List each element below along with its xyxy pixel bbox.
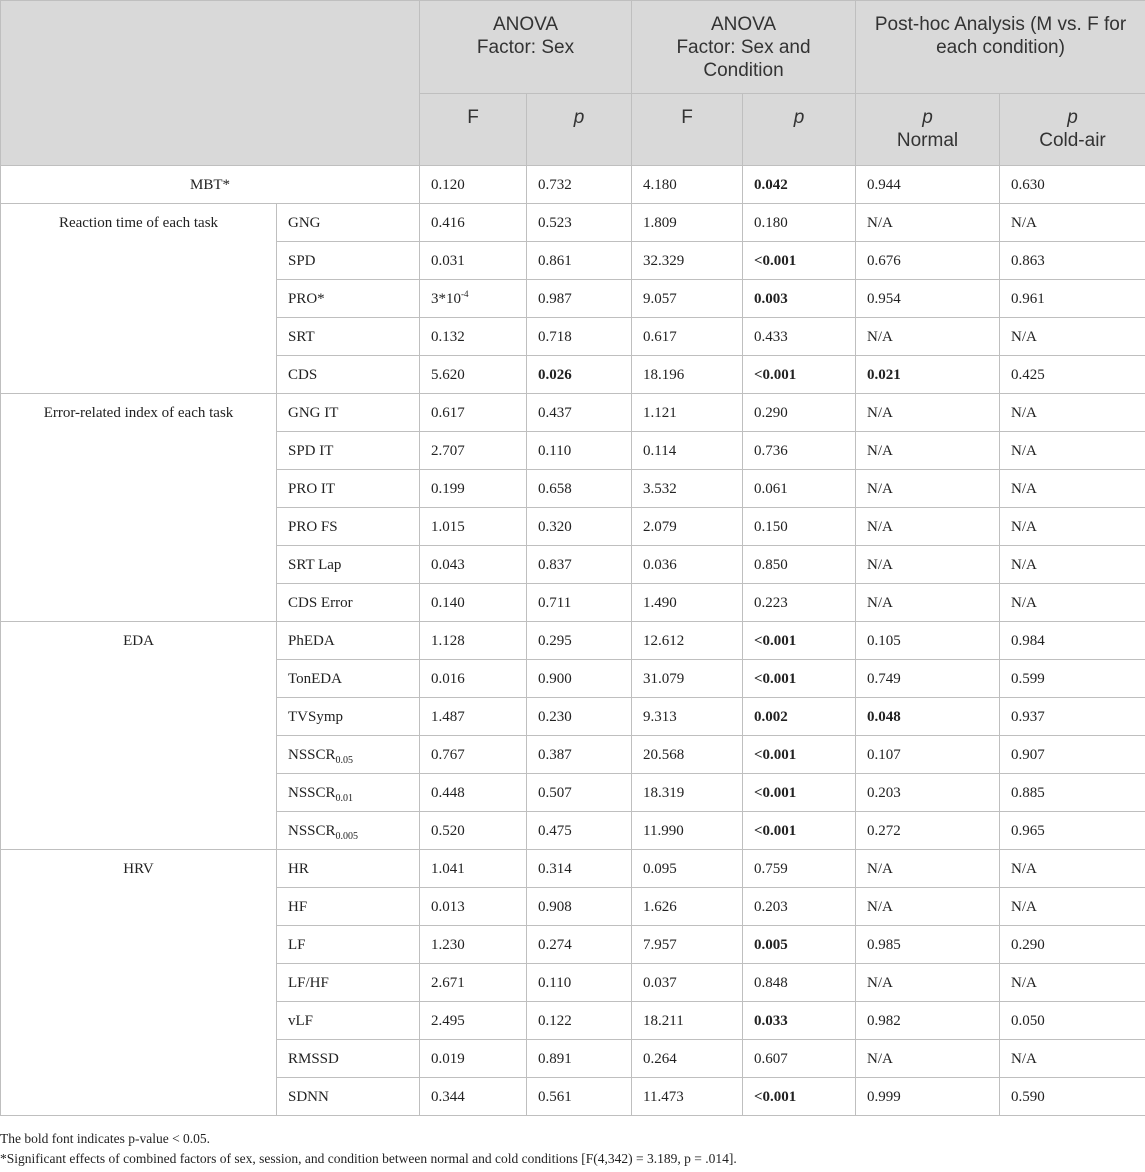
row-label: SPD IT	[277, 432, 420, 470]
cell-p-normal: 0.021	[856, 356, 1000, 394]
cell-p-sex-condition: <0.001	[743, 774, 856, 812]
cell-p-sex-condition: 0.005	[743, 926, 856, 964]
cell-f-sex-condition: 18.196	[632, 356, 743, 394]
cell-p-normal: 0.985	[856, 926, 1000, 964]
row-label: PhEDA	[277, 622, 420, 660]
cell-f-sex-condition: 0.114	[632, 432, 743, 470]
cell-f-sex-condition: 12.612	[632, 622, 743, 660]
row-label: SPD	[277, 242, 420, 280]
cell-p-sex: 0.387	[527, 736, 632, 774]
cell-f-sex: 0.344	[420, 1078, 527, 1116]
cell-p-normal: 0.676	[856, 242, 1000, 280]
cell-f-sex-condition: 7.957	[632, 926, 743, 964]
cell-p-sex-condition: 0.203	[743, 888, 856, 926]
group-label: EDA	[1, 622, 277, 850]
cell-p-normal: 0.999	[856, 1078, 1000, 1116]
cell-f-sex-condition: 32.329	[632, 242, 743, 280]
cell-p-sex-condition: 0.002	[743, 698, 856, 736]
cell-p-normal: N/A	[856, 964, 1000, 1002]
cell-p-sex-condition: 0.848	[743, 964, 856, 1002]
cell-p-sex-condition: 0.290	[743, 394, 856, 432]
cell-p-sex-condition: 0.150	[743, 508, 856, 546]
cell-p-sex: 0.110	[527, 432, 632, 470]
cell-f-sex-condition: 1.626	[632, 888, 743, 926]
cell-f-sex-condition: 20.568	[632, 736, 743, 774]
cell-p-sex: 0.475	[527, 812, 632, 850]
cell-p-sex: 0.523	[527, 204, 632, 242]
cell-p-sex: 0.861	[527, 242, 632, 280]
cell-f-sex: 2.671	[420, 964, 527, 1002]
row-label: $NSSCR_{0.05}$	[277, 736, 420, 774]
cell-p-cold-air: 0.630	[1000, 166, 1145, 204]
cell-p-cold-air: N/A	[1000, 432, 1145, 470]
cell-f-sex: 0.767	[420, 736, 527, 774]
header-anova-sex: ANOVA Factor: Sex	[420, 1, 632, 94]
cell-p-normal: 0.272	[856, 812, 1000, 850]
cell-p-sex-condition: 0.433	[743, 318, 856, 356]
cell-f-sex: 0.016	[420, 660, 527, 698]
cell-p-sex-condition: 0.061	[743, 470, 856, 508]
cell-p-cold-air: N/A	[1000, 204, 1145, 242]
cell-p-cold-air: N/A	[1000, 888, 1145, 926]
cell-p-sex-condition: 0.003	[743, 280, 856, 318]
table-row	[1, 622, 1145, 660]
subheader-p-sex-condition: p	[743, 94, 856, 166]
cell-p-normal: 0.749	[856, 660, 1000, 698]
cell-p-cold-air: 0.863	[1000, 242, 1145, 280]
subheader-f-sex: F	[420, 94, 527, 166]
cell-f-sex: 1.041	[420, 850, 527, 888]
cell-p-cold-air: N/A	[1000, 470, 1145, 508]
table-body	[1, 166, 1145, 1116]
row-label: LF/HF	[277, 964, 420, 1002]
cell-f-sex-condition: 11.473	[632, 1078, 743, 1116]
cell-p-sex-condition: 0.850	[743, 546, 856, 584]
cell-f-sex: 0.199	[420, 470, 527, 508]
cell-p-sex: 0.320	[527, 508, 632, 546]
cell-f-sex: 0.019	[420, 1040, 527, 1078]
cell-p-cold-air: N/A	[1000, 850, 1145, 888]
subheader-p-cold-air: p Cold-air	[1000, 94, 1145, 166]
cell-p-sex: 0.900	[527, 660, 632, 698]
cell-p-sex: 0.732	[527, 166, 632, 204]
row-label: HF	[277, 888, 420, 926]
cell-p-sex: 0.507	[527, 774, 632, 812]
cell-p-normal: N/A	[856, 546, 1000, 584]
cell-f-sex: 1.128	[420, 622, 527, 660]
row-label: HR	[277, 850, 420, 888]
cell-p-sex: 0.561	[527, 1078, 632, 1116]
cell-f-sex: 2.707	[420, 432, 527, 470]
subheader-f-sex-condition: F	[632, 94, 743, 166]
row-label: CDS	[277, 356, 420, 394]
cell-p-sex: 0.711	[527, 584, 632, 622]
cell-f-sex: 0.031	[420, 242, 527, 280]
cell-p-sex-condition: <0.001	[743, 1078, 856, 1116]
cell-p-sex: 0.987	[527, 280, 632, 318]
cell-p-normal: N/A	[856, 1040, 1000, 1078]
cell-p-cold-air: N/A	[1000, 508, 1145, 546]
cell-p-normal: 0.982	[856, 1002, 1000, 1040]
cell-f-sex-condition: 11.990	[632, 812, 743, 850]
cell-p-sex-condition: 0.180	[743, 204, 856, 242]
cell-p-sex-condition: <0.001	[743, 242, 856, 280]
group-label: HRV	[1, 850, 277, 1116]
header-blank	[1, 1, 420, 166]
cell-p-normal: N/A	[856, 850, 1000, 888]
cell-p-sex: 0.908	[527, 888, 632, 926]
cell-f-sex: 0.120	[420, 166, 527, 204]
footnote-significance: *Significant effects of combined factors of sex, session, and condition between normal and cold conditions [F(4,342) = 3.189, p = .014].	[0, 1151, 737, 1166]
cell-f-sex: 2.495	[420, 1002, 527, 1040]
cell-p-sex: 0.837	[527, 546, 632, 584]
cell-p-sex: 0.026	[527, 356, 632, 394]
row-label: PRO*	[277, 280, 420, 318]
cell-f-sex-condition: 18.319	[632, 774, 743, 812]
cell-p-normal: N/A	[856, 470, 1000, 508]
group-label: Error-related index of each task	[1, 394, 277, 622]
cell-p-cold-air: 0.937	[1000, 698, 1145, 736]
cell-f-sex-condition: 0.095	[632, 850, 743, 888]
cell-f-sex: 5.620	[420, 356, 527, 394]
cell-f-sex: $3*10^{-4}$	[420, 280, 527, 318]
cell-p-sex-condition: 0.033	[743, 1002, 856, 1040]
row-label: SRT Lap	[277, 546, 420, 584]
cell-f-sex-condition: 18.211	[632, 1002, 743, 1040]
cell-p-sex: 0.437	[527, 394, 632, 432]
cell-p-sex: 0.230	[527, 698, 632, 736]
cell-p-cold-air: N/A	[1000, 584, 1145, 622]
cell-f-sex-condition: 9.313	[632, 698, 743, 736]
row-label: SRT	[277, 318, 420, 356]
row-label: GNG IT	[277, 394, 420, 432]
cell-p-sex: 0.891	[527, 1040, 632, 1078]
cell-p-sex: 0.110	[527, 964, 632, 1002]
table-footnotes	[0, 1129, 737, 1169]
cell-p-cold-air: N/A	[1000, 964, 1145, 1002]
cell-p-normal: N/A	[856, 584, 1000, 622]
cell-p-sex-condition: 0.759	[743, 850, 856, 888]
group-label: Reaction time of each task	[1, 204, 277, 394]
footnote-bold: The bold font indicates p-value < 0.05.	[0, 1131, 211, 1146]
cell-f-sex: 0.416	[420, 204, 527, 242]
table-row	[1, 394, 1145, 432]
cell-f-sex-condition: 4.180	[632, 166, 743, 204]
cell-f-sex-condition: 0.264	[632, 1040, 743, 1078]
cell-p-cold-air: 0.599	[1000, 660, 1145, 698]
cell-p-normal: 0.203	[856, 774, 1000, 812]
cell-f-sex: 1.015	[420, 508, 527, 546]
cell-p-cold-air: 0.425	[1000, 356, 1145, 394]
cell-p-cold-air: 0.907	[1000, 736, 1145, 774]
cell-p-normal: 0.954	[856, 280, 1000, 318]
cell-f-sex-condition: 1.490	[632, 584, 743, 622]
cell-p-cold-air: 0.050	[1000, 1002, 1145, 1040]
row-label: PRO IT	[277, 470, 420, 508]
cell-f-sex-condition: 1.809	[632, 204, 743, 242]
cell-f-sex: 1.230	[420, 926, 527, 964]
cell-p-cold-air: N/A	[1000, 318, 1145, 356]
cell-f-sex: 0.617	[420, 394, 527, 432]
cell-p-sex: 0.274	[527, 926, 632, 964]
cell-f-sex: 1.487	[420, 698, 527, 736]
table-row	[1, 204, 1145, 242]
cell-p-normal: 0.048	[856, 698, 1000, 736]
cell-p-normal: 0.944	[856, 166, 1000, 204]
cell-p-normal: N/A	[856, 888, 1000, 926]
cell-p-sex-condition: <0.001	[743, 736, 856, 774]
cell-p-sex: 0.718	[527, 318, 632, 356]
cell-f-sex: 0.448	[420, 774, 527, 812]
cell-p-sex-condition: 0.042	[743, 166, 856, 204]
cell-p-cold-air: 0.984	[1000, 622, 1145, 660]
cell-p-cold-air: 0.961	[1000, 280, 1145, 318]
row-label: TVSymp	[277, 698, 420, 736]
cell-f-sex-condition: 0.036	[632, 546, 743, 584]
cell-p-sex-condition: <0.001	[743, 812, 856, 850]
cell-f-sex-condition: 9.057	[632, 280, 743, 318]
cell-p-cold-air: 0.965	[1000, 812, 1145, 850]
row-label: $NSSCR_{0.005}$	[277, 812, 420, 850]
cell-p-normal: N/A	[856, 394, 1000, 432]
cell-p-cold-air: 0.885	[1000, 774, 1145, 812]
cell-p-cold-air: 0.590	[1000, 1078, 1145, 1116]
cell-f-sex: 0.132	[420, 318, 527, 356]
cell-f-sex: 0.043	[420, 546, 527, 584]
row-label: CDS Error	[277, 584, 420, 622]
cell-p-cold-air: N/A	[1000, 394, 1145, 432]
row-label: $NSSCR_{0.01}$	[277, 774, 420, 812]
cell-f-sex: 0.140	[420, 584, 527, 622]
row-label: vLF	[277, 1002, 420, 1040]
cell-p-sex: 0.658	[527, 470, 632, 508]
header-anova-sex-condition: ANOVA Factor: Sex and Condition	[632, 1, 856, 94]
cell-f-sex-condition: 0.037	[632, 964, 743, 1002]
cell-p-normal: N/A	[856, 508, 1000, 546]
row-label: MBT*	[1, 166, 420, 204]
cell-f-sex-condition: 31.079	[632, 660, 743, 698]
cell-f-sex-condition: 2.079	[632, 508, 743, 546]
row-label: SDNN	[277, 1078, 420, 1116]
cell-p-normal: 0.107	[856, 736, 1000, 774]
cell-f-sex: 0.520	[420, 812, 527, 850]
cell-p-cold-air: 0.290	[1000, 926, 1145, 964]
cell-p-normal: N/A	[856, 432, 1000, 470]
cell-p-cold-air: N/A	[1000, 546, 1145, 584]
cell-p-sex-condition: <0.001	[743, 660, 856, 698]
cell-p-sex-condition: 0.607	[743, 1040, 856, 1078]
cell-p-sex: 0.314	[527, 850, 632, 888]
cell-f-sex-condition: 0.617	[632, 318, 743, 356]
header-posthoc: Post-hoc Analysis (M vs. F for each condition)	[856, 1, 1145, 94]
row-label: RMSSD	[277, 1040, 420, 1078]
cell-f-sex-condition: 3.532	[632, 470, 743, 508]
subheader-p-sex: p	[527, 94, 632, 166]
cell-p-normal: 0.105	[856, 622, 1000, 660]
cell-f-sex: 0.013	[420, 888, 527, 926]
cell-p-normal: N/A	[856, 204, 1000, 242]
table-header	[1, 1, 1145, 166]
row-label: PRO FS	[277, 508, 420, 546]
cell-p-sex-condition: <0.001	[743, 622, 856, 660]
row-label: GNG	[277, 204, 420, 242]
cell-p-sex-condition: 0.736	[743, 432, 856, 470]
cell-p-sex: 0.122	[527, 1002, 632, 1040]
table-row	[1, 166, 1145, 204]
cell-p-sex-condition: 0.223	[743, 584, 856, 622]
table-row	[1, 850, 1145, 888]
cell-p-sex-condition: <0.001	[743, 356, 856, 394]
cell-p-cold-air: N/A	[1000, 1040, 1145, 1078]
cell-f-sex-condition: 1.121	[632, 394, 743, 432]
cell-p-sex: 0.295	[527, 622, 632, 660]
row-label: LF	[277, 926, 420, 964]
row-label: TonEDA	[277, 660, 420, 698]
subheader-p-normal: p Normal	[856, 94, 1000, 166]
cell-p-normal: N/A	[856, 318, 1000, 356]
